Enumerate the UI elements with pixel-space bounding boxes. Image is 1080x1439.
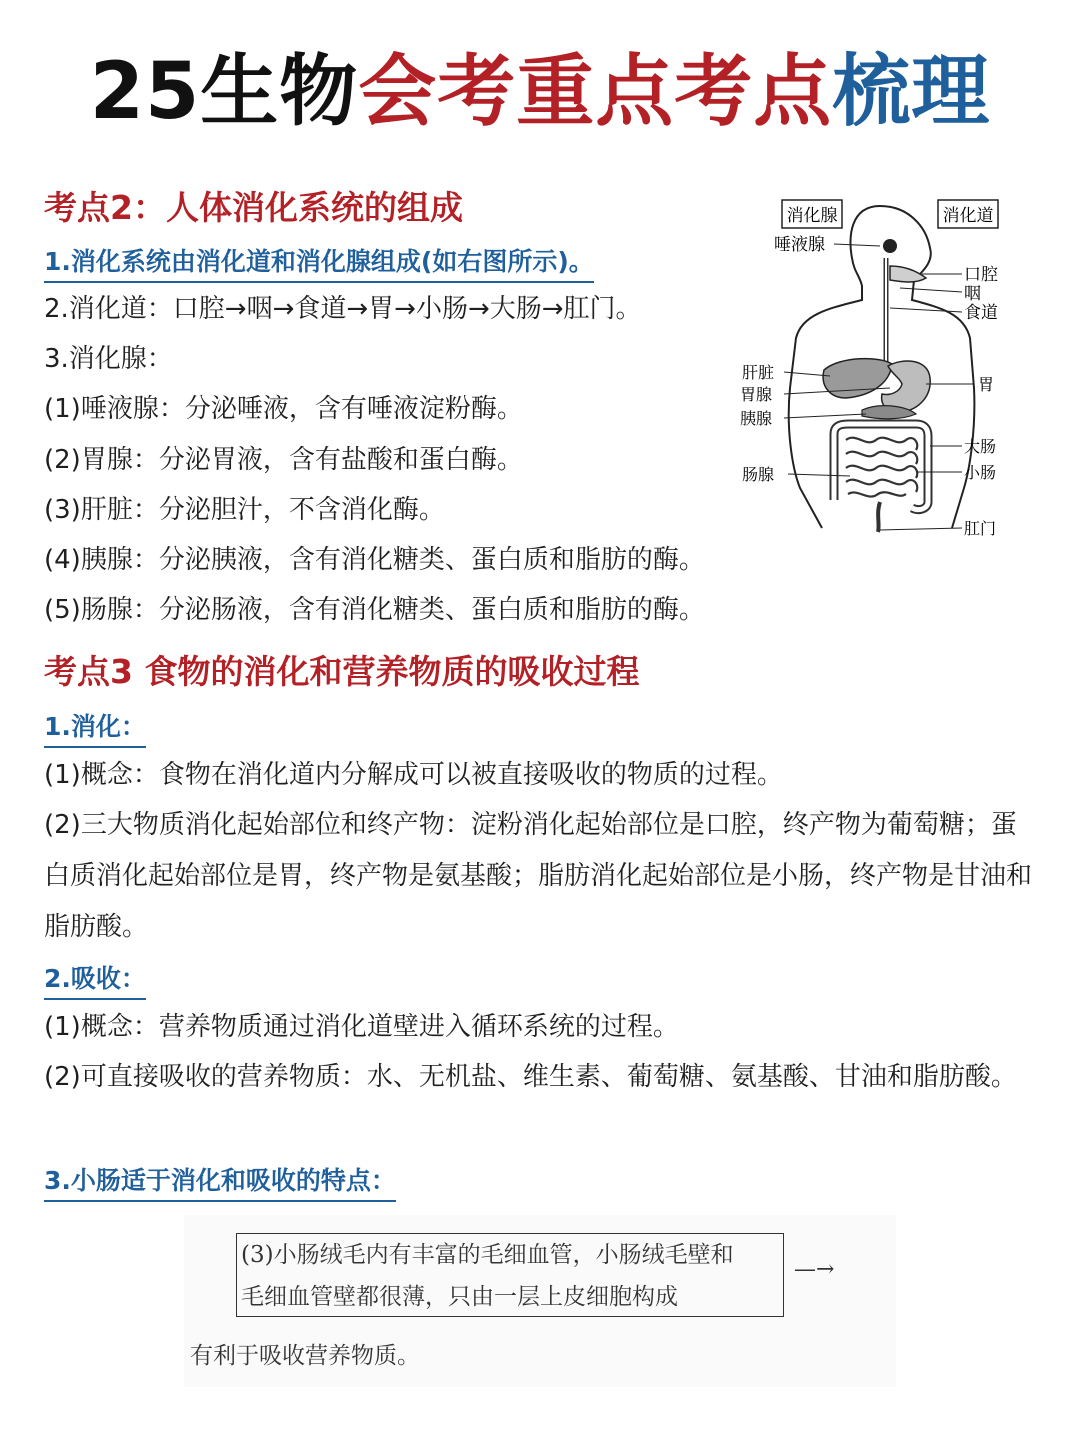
label-salivary-gland: 唾液腺	[774, 235, 825, 255]
salivary-gland	[883, 239, 897, 253]
label-oral-cavity: 口腔	[964, 265, 998, 285]
digestive-system-diagram	[730, 188, 1040, 548]
label-gastric-gland: 胃腺	[740, 385, 773, 404]
snippet-conclusion: 有利于吸收营养物质。	[190, 1343, 420, 1369]
snippet-box	[236, 1233, 784, 1317]
rectum	[878, 502, 880, 532]
label-pharynx: 咽	[964, 284, 981, 304]
section2-line: (1)唾液腺：分泌唾液，含有唾液淀粉酶。	[44, 394, 523, 424]
label-liver: 肝脏	[742, 363, 775, 382]
stomach	[882, 361, 931, 412]
small-intestine	[846, 438, 917, 497]
box-left-label: 消化腺	[786, 206, 838, 226]
box-right-label: 消化道	[942, 206, 994, 226]
absorption-detail: (2)可直接吸收的营养物质：水、无机盐、维生素、葡萄糖、氨基酸、甘油和脂肪酸。	[44, 1062, 1017, 1092]
section2-line: 3.消化腺：	[44, 344, 173, 374]
title-part3: 梳理	[832, 47, 991, 137]
digestion-title: 1.消化：	[44, 707, 146, 748]
section2-heading: 考点2：人体消化系统的组成	[44, 188, 463, 227]
arrow-icon: —→	[794, 1257, 835, 1282]
liver	[823, 359, 892, 398]
section3-heading: 考点3 食物的消化和营养物质的吸收过程	[44, 652, 640, 691]
label-large-intestine: 大肠	[964, 437, 997, 456]
absorption-title: 2.吸收：	[44, 959, 146, 1000]
snippet-line-2: 毛细血管壁都很薄，只由一层上皮细胞构成	[241, 1284, 678, 1310]
oral-cavity	[890, 266, 926, 282]
textbook-snippet	[184, 1215, 896, 1387]
page-title	[0, 42, 1080, 142]
section2-subheading: 1.消化系统由消化道和消化腺组成(如右图所示)。	[44, 242, 594, 283]
title-part1: 25生物	[89, 47, 359, 137]
label-small-intestine: 小肠	[964, 463, 997, 482]
absorption-concept: (1)概念：营养物质通过消化道壁进入循环系统的过程。	[44, 1012, 679, 1042]
section2-line: 2.消化道：口腔→咽→食道→胃→小肠→大肠→肛门。	[44, 294, 642, 324]
section2-line: (2)胃腺：分泌胃液，含有盐酸和蛋白酶。	[44, 445, 523, 475]
label-anus: 肛门	[964, 519, 997, 538]
title-part2: 会考重点考点	[358, 47, 833, 137]
label-stomach: 胃	[978, 375, 995, 394]
label-intestinal-gland: 肠腺	[742, 465, 775, 484]
digestion-detail: (2)三大物质消化起始部位和终产物：淀粉消化起始部位是口腔，终产物为葡萄糖；蛋白质消化起始部位是胃，终产物是氨基酸；脂肪消化起始部位是小肠，终产物是甘油和脂肪酸。	[44, 810, 1033, 942]
label-pancreas: 胰腺	[740, 409, 773, 428]
section2-line: (3)肝脏：分泌胆汁，不含消化酶。	[44, 495, 445, 525]
digestion-concept: (1)概念：食物在消化道内分解成可以被直接吸收的物质的过程。	[44, 760, 783, 790]
section2-line: (4)胰腺：分泌胰液，含有消化糖类、蛋白质和脂肪的酶。	[44, 545, 705, 575]
section2-line: (5)肠腺：分泌肠液，含有消化糖类、蛋白质和脂肪的酶。	[44, 595, 705, 625]
features-title: 3.小肠适于消化和吸收的特点：	[44, 1161, 396, 1202]
label-esophagus: 食道	[964, 303, 998, 323]
snippet-line-1: (3)小肠绒毛内有丰富的毛细血管，小肠绒毛壁和	[241, 1242, 734, 1268]
